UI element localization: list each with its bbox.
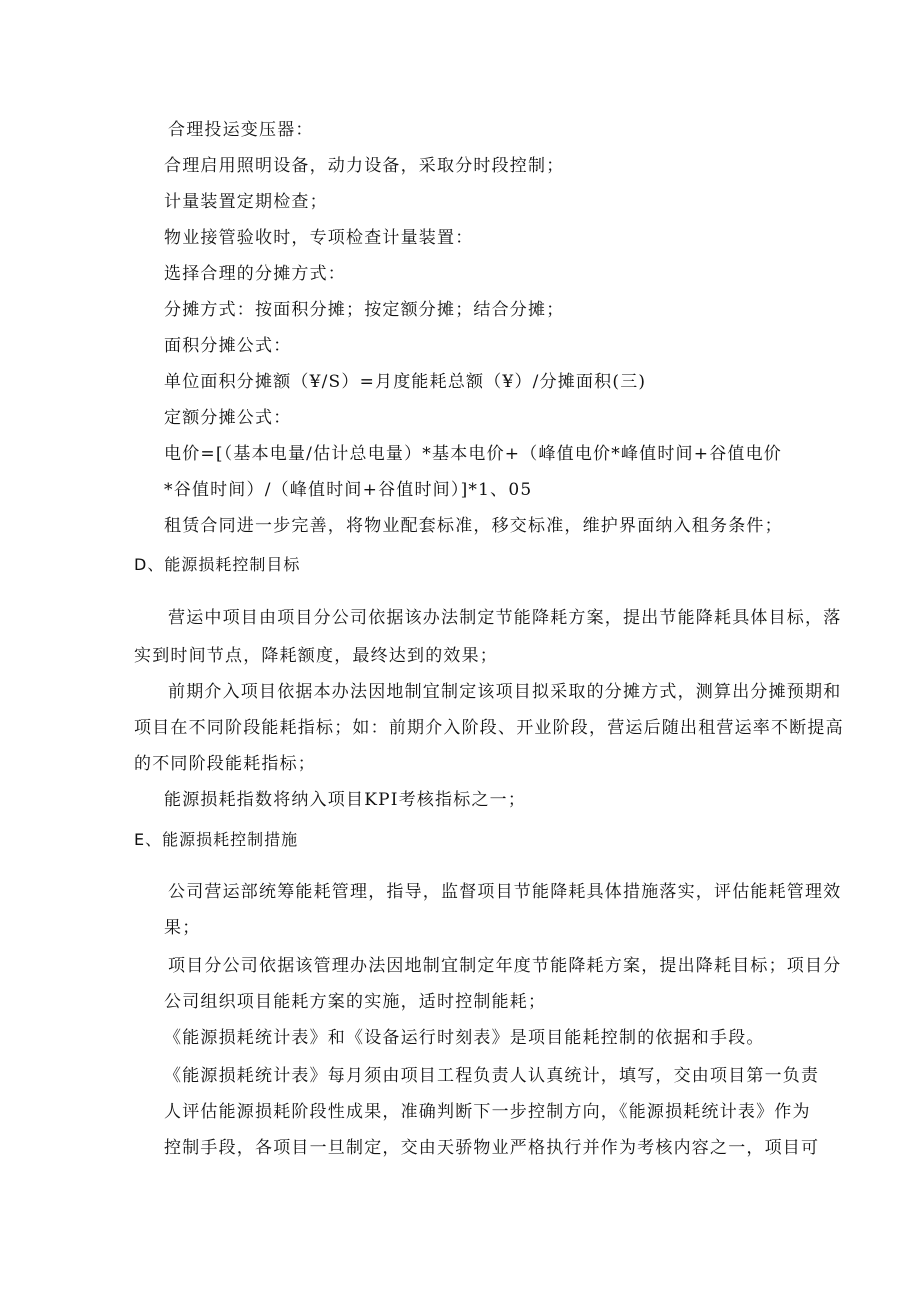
paragraph-line: 的不同阶段能耗指标； — [134, 754, 316, 774]
formula-quota-line-2: *谷值时间）/（峰值时间+谷值时间）]*1、05 — [164, 480, 533, 500]
paragraph-line: 项目在不同阶段能耗指标；如：前期介入阶段、开业阶段，营运后随出租营运率不断提高 — [134, 718, 844, 738]
list-item: 分摊方式：按面积分摊；按定额分摊；结合分摊； — [164, 300, 565, 320]
list-item: 选择合理的分摊方式： — [164, 264, 346, 284]
list-item: 合理投运变压器： — [168, 120, 314, 140]
list-item: 定额分摊公式： — [164, 408, 292, 428]
paragraph-line: 公司营运部统筹能耗管理，指导，监督项目节能降耗具体措施落实，评估能耗管理效 — [168, 882, 842, 902]
list-item: 合理启用照明设备，动力设备，采取分时段控制； — [164, 156, 565, 176]
formula-area: 单位面积分摊额（¥/S）=月度能耗总额（¥）/分摊面积(三) — [164, 372, 647, 392]
list-item: 计量装置定期检查； — [164, 192, 328, 212]
paragraph-line: 前期介入项目依据本办法因地制宜制定该项目拟采取的分摊方式，测算出分摊预期和 — [168, 682, 842, 702]
paragraph-line: 控制手段，各项目一旦制定，交由天骄物业严格执行并作为考核内容之一，项目可 — [164, 1138, 820, 1158]
paragraph-line: 实到时间节点，降耗额度，最终达到的效果； — [134, 646, 498, 666]
list-item: 物业接管验收时，专项检查计量装置： — [164, 228, 474, 248]
section-heading-d: D、能源损耗控制目标 — [134, 555, 301, 574]
paragraph-line: 《能源损耗统计表》每月须由项目工程负责人认真统计，填写，交由项目第一负责 — [164, 1066, 820, 1086]
paragraph-line: 人评估能源损耗阶段性成果，准确判断下一步控制方向，《能源损耗统计表》作为 — [164, 1102, 811, 1122]
paragraph-line: 果； — [164, 918, 201, 938]
list-item: 租赁合同进一步完善，将物业配套标准，移交标准，维护界面纳入租务条件； — [164, 516, 783, 536]
paragraph-line: 公司组织项目能耗方案的实施，适时控制能耗； — [164, 992, 547, 1012]
paragraph-line: 能源损耗指数将纳入项目KPI考核指标之一； — [164, 790, 527, 810]
section-heading-e: E、能源损耗控制措施 — [134, 830, 299, 849]
paragraph-line: 营运中项目由项目分公司依据该办法制定节能降耗方案，提出节能降耗具体目标，落 — [168, 608, 842, 628]
list-item: 面积分摊公式： — [164, 336, 292, 356]
paragraph-line: 项目分公司依据该管理办法因地制宜制定年度节能降耗方案，提出降耗目标；项目分 — [168, 956, 842, 976]
formula-quota-line-1: 电价=[（基本电量/估计总电量）*基本电价+（峰值电价*峰值时间+谷值电价 — [164, 444, 782, 464]
paragraph-line: 《能源损耗统计表》和《设备运行时刻表》是项目能耗控制的依据和手段。 — [164, 1028, 765, 1048]
